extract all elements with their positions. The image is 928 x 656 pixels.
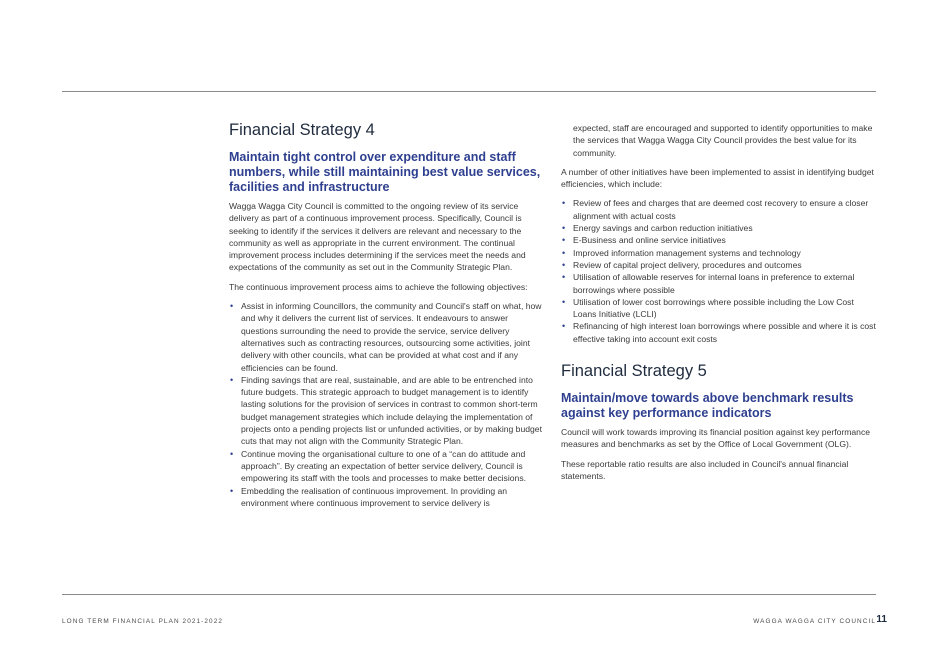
strategy-5-paragraph-1: Council will work towards improving its financial position against key performance measures and benchmarks as set by the Office of Local Government (OLG).	[561, 427, 871, 450]
list-item: • Continue moving the organisational culture to one of a “can do attitude and approach”. By creating an expectation of better service delivery, Council is empowering its staff with the tools and processes to make better decisions.	[229, 448, 545, 485]
right-column	[561, 122, 877, 489]
list-item: • Utilisation of allowable reserves for internal loans in preference to external borrowings where possible	[561, 271, 877, 296]
footer-council-name: WAGGA WAGGA CITY COUNCIL	[753, 618, 876, 625]
list-item: • Improved information management systems and technology	[561, 247, 877, 259]
footer-rule	[62, 594, 876, 595]
page-number: 11	[876, 614, 887, 625]
list-item: • Review of capital project delivery, procedures and outcomes	[561, 259, 877, 271]
bullet-continuation: expected, staff are encouraged and supported to identify opportunities to make the services that Wagga Wagga City Council provides the best value for its community.	[573, 123, 873, 158]
list-item: • Assist in informing Councillors, the community and Council's staff on what, how and why it delivers the current list of services. It endeavours to answer questions surrounding the need to provide the service, service delivery alternatives such as contracting resources, outsourcing some activities, joint delivery with other councils, what can be provided at what cost and if any efficiencies can be found.	[229, 300, 545, 374]
strategy-4-title: Financial Strategy 4	[229, 121, 375, 139]
list-item: • Energy savings and carbon reduction initiatives	[561, 222, 877, 234]
strategy-5-title: Financial Strategy 5	[561, 362, 707, 381]
list-item: • Review of fees and charges that are deemed cost recovery to ensure a closer alignment with actual costs	[561, 197, 877, 222]
left-column	[229, 120, 545, 515]
strategy-4-subheading: Maintain tight control over expenditure and staff numbers, while still maintaining best value services, facilities and infrastructure	[229, 150, 541, 194]
list-item: • Refinancing of high interest loan borrowings where possible and where it is cost effective taking into account exit costs	[561, 320, 877, 345]
header-rule	[62, 91, 876, 92]
footer-document-title: LONG TERM FINANCIAL PLAN 2021-2022	[62, 618, 223, 625]
list-item: • Embedding the realisation of continuous improvement. In providing an environment where continuous improvement to service delivery is	[229, 485, 545, 510]
list-item: • E-Business and online service initiatives	[561, 234, 877, 246]
strategy-5-paragraph-2: These reportable ratio results are also included in Council's annual financial statements.	[561, 458, 849, 481]
list-item: • Finding savings that are real, sustainable, and are able to be entrenched into future budgets. This strategic approach to budget management is to identify lasting solutions for the provision of services in contrast to common short-term budget management strategies which include delaying the implementation of projects onto a pending projects list or unfunded activities, or by making budget cuts that may not align with the Community Strategic Plan.	[229, 374, 545, 448]
list-item: • Utilisation of lower cost borrowings where possible including the Low Cost Loans Initiative (LCLI)	[561, 296, 877, 321]
strategy-4-paragraph-2: The continuous improvement process aims to achieve the following objectives:	[229, 281, 528, 292]
strategy-4-paragraph-1: Wagga Wagga City Council is committed to the ongoing review of its service delivery as part of a continuous improvement process. Specifically, Council is seeking to identify if the services it delivers are relevant and necessary to the community as well as appropriate in the current environment. The continual improvement process includes determining if the services meet the needs and expectations of the community as set out in the Community Strategic Plan.	[229, 201, 526, 273]
strategy-4-paragraph-3: A number of other initiatives have been implemented to assist in identifying budget efficiencies, which include:	[561, 166, 874, 190]
initiatives-list	[561, 197, 877, 345]
objectives-list	[229, 300, 545, 509]
strategy-5-subheading: Maintain/move towards above benchmark results against key performance indicators	[561, 391, 854, 421]
